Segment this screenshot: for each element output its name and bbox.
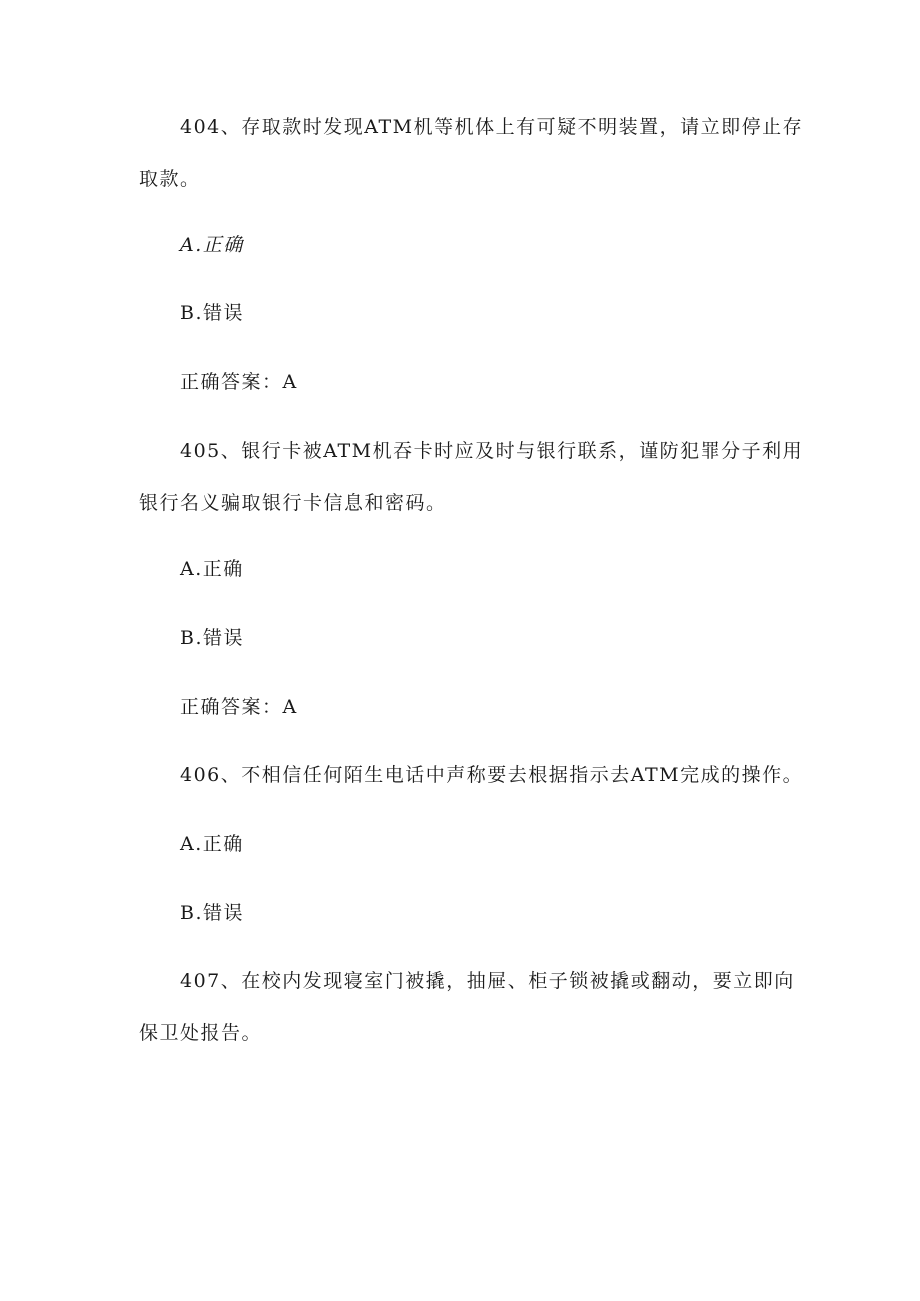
question-404-answer: 正确答案：A (180, 371, 298, 393)
question-405-answer: 正确答案：A (180, 696, 298, 718)
question-404-option-b: B.错误 (180, 302, 245, 324)
question-405-option-a: A.正确 (180, 558, 244, 580)
question-407-text: 407、在校内发现寝室门被撬，抽屉、柜子锁被撬或翻动，要立即向 (180, 970, 795, 992)
question-405-option-b: B.错误 (180, 627, 245, 649)
question-404-text-cont: 取款。 (139, 168, 201, 190)
question-407-text-cont: 保卫处报告。 (139, 1022, 263, 1044)
question-404-option-a: A.正确 (180, 234, 244, 256)
question-406-option-a: A.正确 (180, 833, 244, 855)
question-406-option-b: B.错误 (180, 902, 245, 924)
question-406-text: 406、不相信任何陌生电话中声称要去根据指示去ATM完成的操作。 (180, 764, 804, 786)
question-404-text: 404、存取款时发现ATM机等机体上有可疑不明装置，请立即停止存 (180, 116, 804, 138)
question-405-text: 405、银行卡被ATM机吞卡时应及时与银行联系，谨防犯罪分子利用 (180, 440, 804, 462)
question-405-text-cont: 银行名义骗取银行卡信息和密码。 (139, 492, 447, 514)
